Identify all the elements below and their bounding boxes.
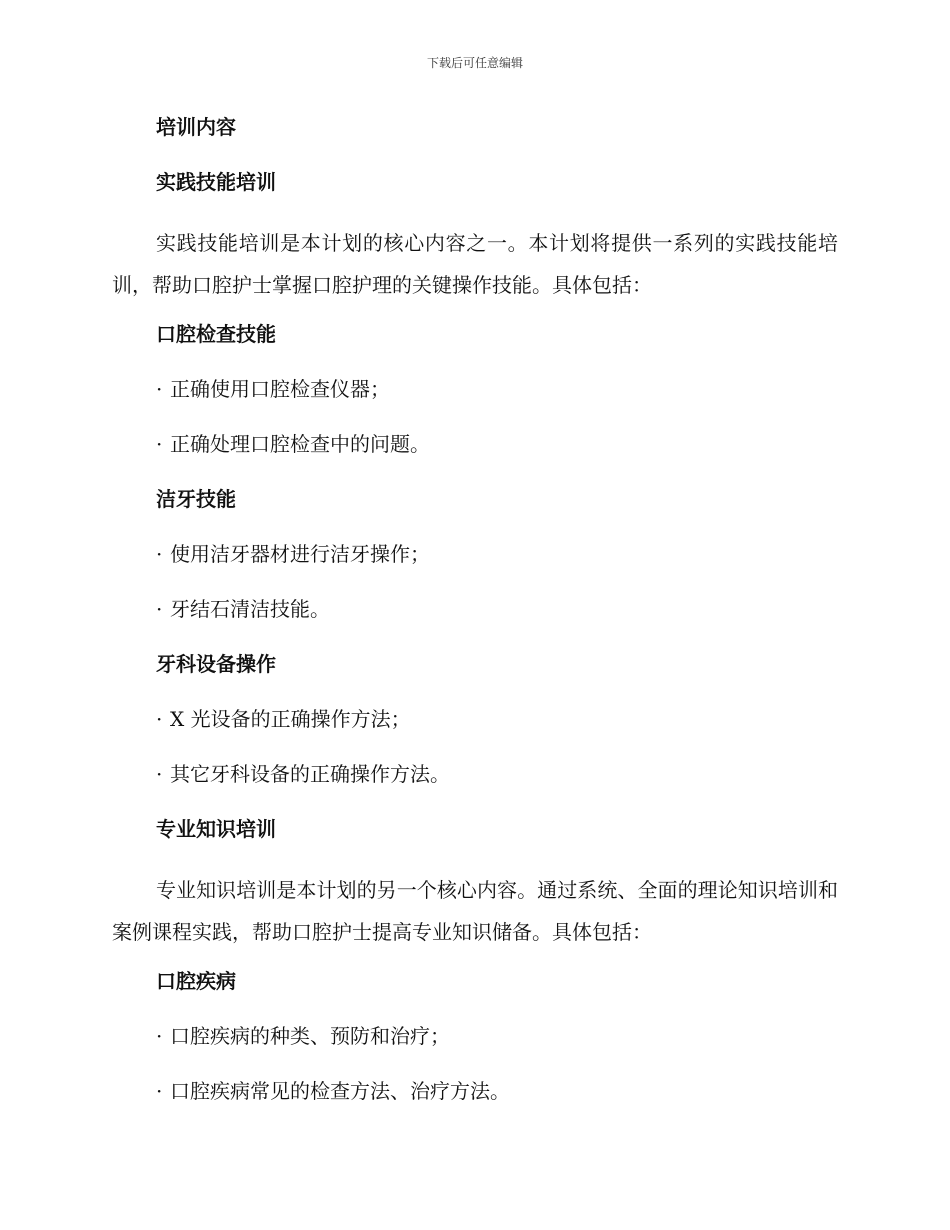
subheading-oral-exam-skills: 口腔检查技能	[156, 322, 276, 346]
subheading-dental-equipment-operation: 牙科设备操作	[156, 652, 276, 676]
bullet-marker: ·	[156, 377, 163, 401]
subheading-teeth-cleaning-skills: 洁牙技能	[156, 487, 236, 511]
bullet-marker: ·	[156, 762, 163, 786]
list-item-text: 正确使用口腔检查仪器；	[170, 377, 390, 401]
list-item-text: 正确处理口腔检查中的问题。	[170, 432, 430, 456]
list-item	[112, 594, 838, 624]
section-intro-practical-skills: 实践技能培训是本计划的核心内容之一。本计划将提供一系列的实践技能培训，帮助口腔护士掌握口腔护理的关键操作技能。具体包括：	[112, 231, 838, 297]
bullet-marker: ·	[156, 597, 163, 621]
list-item-text: 牙结石清洁技能。	[170, 597, 330, 621]
list-item	[112, 374, 838, 404]
list-item-text: 口腔疾病常见的检查方法、治疗方法。	[170, 1079, 510, 1103]
document-body	[112, 112, 838, 1131]
bullet-marker: ·	[156, 432, 163, 456]
document-title: 培训内容	[156, 115, 236, 139]
bullet-marker: ·	[156, 707, 163, 731]
list-item-text: 口腔疾病的种类、预防和治疗；	[170, 1024, 450, 1048]
list-item	[112, 704, 838, 734]
list-item	[112, 759, 838, 789]
list-item-text: X 光设备的正确操作方法；	[170, 707, 411, 731]
bullet-marker: ·	[156, 1024, 163, 1048]
bullet-marker: ·	[156, 1079, 163, 1103]
section-heading-professional-knowledge: 专业知识培训	[156, 817, 276, 841]
section-intro-professional-knowledge: 专业知识培训是本计划的另一个核心内容。通过系统、全面的理论知识培训和案例课程实践，帮助口腔护士提高专业知识储备。具体包括：	[112, 878, 838, 944]
list-item	[112, 429, 838, 459]
list-item-text: 其它牙科设备的正确操作方法。	[170, 762, 450, 786]
list-item	[112, 539, 838, 569]
list-item	[112, 1076, 838, 1106]
list-item	[112, 1021, 838, 1051]
subheading-oral-diseases: 口腔疾病	[156, 969, 236, 993]
bullet-marker: ·	[156, 542, 163, 566]
section-heading-practical-skills: 实践技能培训	[156, 170, 276, 194]
page-header: 下载后可任意编辑	[426, 56, 523, 70]
list-item-text: 使用洁牙器材进行洁牙操作；	[170, 542, 430, 566]
